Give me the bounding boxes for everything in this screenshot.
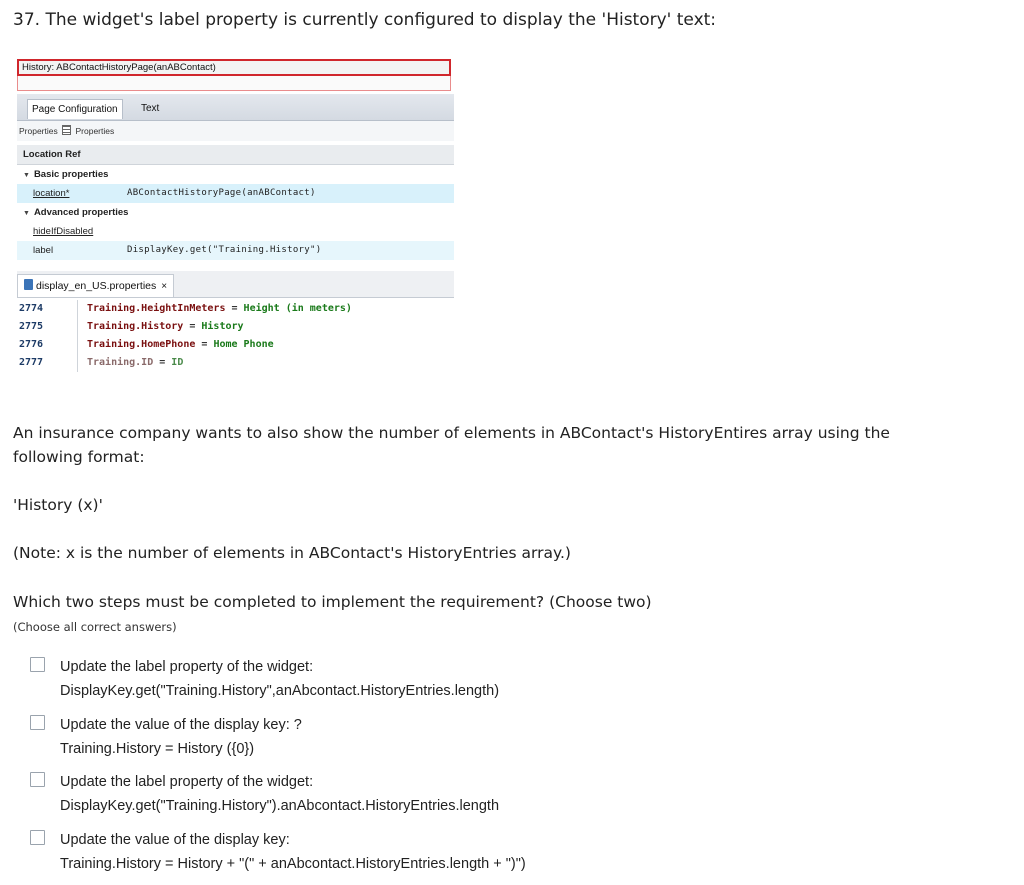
- code-line[interactable]: [17, 318, 454, 336]
- code-key: Training.HeightInMeters: [87, 303, 226, 314]
- code-key: Training.ID: [87, 357, 154, 368]
- option-line-1: Update the label property of the widget:: [60, 659, 314, 675]
- collapse-triangle-icon: ▼: [23, 210, 30, 217]
- property-value[interactable]: ABContactHistoryPage(anABContact): [127, 188, 316, 198]
- code-value: ID: [171, 357, 184, 368]
- option-line-1: Update the value of the display key: ?: [60, 717, 302, 733]
- hint-text: (Choose all correct answers): [13, 620, 177, 634]
- code-editor: [17, 300, 454, 372]
- tab-page-configuration[interactable]: Page Configuration: [27, 99, 123, 119]
- group-label: Advanced properties: [33, 207, 129, 218]
- tab-text[interactable]: Text: [141, 103, 160, 114]
- property-row-hideifdisabled[interactable]: [17, 222, 454, 241]
- checkbox[interactable]: [30, 715, 45, 730]
- property-value[interactable]: DisplayKey.get("Training.History"): [127, 245, 322, 255]
- property-row-location[interactable]: [17, 184, 454, 203]
- code-value: Height (in meters): [243, 303, 352, 314]
- close-icon[interactable]: ×: [161, 281, 168, 292]
- line-number: 2774: [19, 300, 78, 318]
- file-tab-name: display_en_US.properties: [36, 280, 157, 292]
- code-line[interactable]: [17, 300, 454, 318]
- code-equals: =: [153, 357, 172, 368]
- code-key: Training.History: [87, 321, 184, 332]
- code-equals: =: [225, 303, 244, 314]
- line-number: 2777: [19, 354, 78, 372]
- editor-tabs: [17, 94, 454, 121]
- group-label: Basic properties: [33, 169, 109, 180]
- property-name: label: [33, 245, 54, 256]
- properties-table: [17, 145, 454, 260]
- page-title-bar: History: ABContactHistoryPage(anABContact): [17, 59, 451, 76]
- properties-file-icon: [24, 279, 33, 290]
- file-tab-bar: [17, 271, 454, 298]
- table-header: [17, 145, 454, 165]
- option-line-2: DisplayKey.get("Training.History").anAbcontact.HistoryEntries.length: [60, 798, 500, 814]
- intro-line-2: following format:: [13, 448, 145, 466]
- properties-label[interactable]: Properties: [19, 126, 58, 136]
- question-title: 37. The widget's label property is currently configured to display the 'History' text:: [13, 10, 717, 30]
- file-tab[interactable]: [17, 274, 174, 297]
- group-advanced-properties[interactable]: [17, 203, 454, 222]
- line-number: 2776: [19, 336, 78, 354]
- checkbox[interactable]: [30, 830, 45, 845]
- code-line[interactable]: [17, 354, 454, 372]
- code-value: History: [201, 321, 244, 332]
- prompt-text: Which two steps must be completed to implement the requirement? (Choose two): [13, 593, 652, 611]
- format-text: 'History (x)': [13, 496, 103, 514]
- code-key: Training.HomePhone: [87, 339, 196, 350]
- intro-line-1: An insurance company wants to also show the number of elements in ABContact's HistoryEntires array using the: [13, 424, 890, 442]
- property-row-label[interactable]: [17, 241, 454, 260]
- option-line-1: Update the value of the display key:: [60, 832, 290, 848]
- code-equals: =: [195, 339, 214, 350]
- checkbox[interactable]: [30, 772, 45, 787]
- line-number: 2775: [19, 318, 78, 336]
- code-equals: =: [183, 321, 202, 332]
- code-value: Home Phone: [213, 339, 274, 350]
- properties-label-2[interactable]: Properties: [75, 126, 115, 136]
- option-line-1: Update the label property of the widget:: [60, 774, 314, 790]
- properties-bar: [17, 121, 454, 141]
- property-name: location*: [33, 188, 70, 199]
- option-line-2: DisplayKey.get("Training.History",anAbcontact.HistoryEntries.length): [60, 683, 500, 699]
- title-bar-underline: [17, 76, 451, 91]
- code-line[interactable]: [17, 336, 454, 354]
- option-line-2: Training.History = History + "(" + anAbcontact.HistoryEntries.length + ")"): [60, 856, 526, 872]
- header-location-ref: Location Ref: [23, 149, 81, 160]
- property-name: hideIfDisabled: [33, 226, 94, 237]
- option-line-2: Training.History = History ({0}): [60, 741, 255, 757]
- note-text: (Note: x is the number of elements in ABContact's HistoryEntries array.): [13, 544, 571, 562]
- collapse-triangle-icon: ▼: [23, 172, 30, 179]
- group-basic-properties[interactable]: [17, 165, 454, 184]
- property-grid-icon: [62, 125, 71, 135]
- checkbox[interactable]: [30, 657, 45, 672]
